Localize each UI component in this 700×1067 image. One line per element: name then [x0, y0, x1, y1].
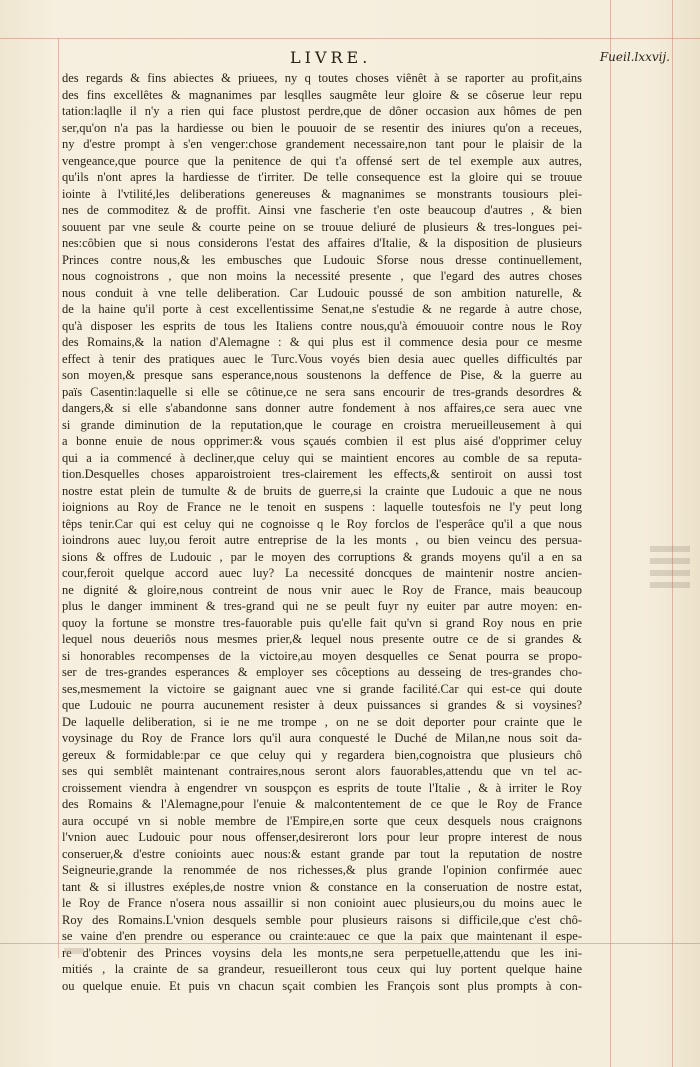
text-line: des fins excellêtes & magnanimes par lesqlles saugmête leur gloire & se côserue leur repu: [62, 87, 582, 102]
text-line: le Roy de France n'osera nous assaillir si non conioint auec plusieurs,ou du moins auec le: [62, 896, 582, 910]
text-line: lequel nous deueriôs nous mesmes prier,& lequel nous presente outre ce de si grandes &: [62, 632, 582, 646]
text-line: tion.Desquelles choses apparoistroient tres-clairement les effects,& sentiroit on aussi tost: [62, 467, 582, 481]
text-line: ses qui semblêt maintenant contraires,nous seront alors fauorables,attendu que vn tel ac-: [62, 764, 582, 778]
text-line: nous conduit à vne telle deliberation. Car Ludouic poussé de son ambition naturelle, &: [62, 285, 582, 300]
text-line: croissement viendra à engendrer vn souspçon es esprits de toute l'Italie , & à irriter le Roy: [62, 780, 582, 795]
vertical-rule-left: [58, 38, 59, 958]
text-line: têps tenir.Car qui est celuy qui ne cognoisse q le Roy forclos de l'esperâce qu'il a que nous: [62, 516, 582, 531]
text-line: qui a ia commencé à decliner,que celuy qui se maintient encores au comble de sa reputa-: [62, 450, 582, 465]
text-line: l'vnion auec Ludouic pour nous offenser,desireront lors pour leur propre interest de nous: [62, 830, 582, 844]
text-line: gereux & formidable:par ce que celuy qui y regardera bien,cognoistra que plusieurs chô: [62, 747, 582, 762]
horizontal-rule-top: [0, 38, 700, 39]
text-line: de la haine qu'il porte à cest excellentissime Senat,ne s'estudie & ne regarde à autre chose,: [62, 302, 582, 316]
text-line: des Romains & l'Alemagne,pour l'enuie & malcontentement de ce que le Roy de France: [62, 797, 582, 811]
text-line: effect à tenir des pratiques auec le Turc.Vous voyés bien desia auec quelles difficultés par: [62, 351, 582, 366]
text-line: a bonne enuie de nous opprimer:& vous sçaués combien il est plus aisé d'opprimer celuy: [62, 434, 582, 448]
vertical-rule-right: [672, 0, 673, 1067]
text-line: ne dignité & gloire,nous contreint de nous vnir auec le Roy de France, mais beaucoup: [62, 582, 582, 597]
text-line: vengeance,que pource que la penitence de qui t'a offensé sert de tel exemple aux autres,: [62, 153, 582, 168]
text-line: quoy la fortune se monstre tres-fauorable puis qu'elle fait qu'vn si grand Roy nous en prie: [62, 615, 582, 630]
text-line: des Romains,& la nation d'Alemagne : & qui plus est il commence desia pour ce mesme: [62, 335, 582, 349]
text-line: si honorables recompenses de la victoire,au moyen desquelles ce Senat pourra se propo-: [62, 648, 582, 663]
text-line: sions & offres de Ludouic , par le moyen des corruptions & grands moyens qu'il a en sa: [62, 549, 582, 564]
folio-number: Fueil.lxxvij.: [599, 50, 670, 64]
text-line: iointe à l'vtilité,les deliberations genereuses & magnanimes se monstrants tousiours plei-: [62, 186, 582, 201]
text-line: nous cognoistrons , que non moins la necessité presente , que l'egard des autres choses: [62, 269, 582, 283]
text-line: Princes contre nous,& les embusches que Ludouic Sforse nous dresse continuellement,: [62, 252, 582, 267]
text-line: mitiés , la crainte de sa grandeur, resueilleront tous ceux qui luy portent quelque haine: [62, 962, 582, 976]
body-text: [62, 70, 582, 994]
text-line: nes de commoditez & de proffit. Ainsi vne fascherie t'en oste beaucoup d'autres , & bien: [62, 203, 582, 217]
text-line: souuent par vne seule & courte peine on se trouue deliuré de plusieurs & tres-longues pei-: [62, 219, 582, 234]
text-line: conseruer,& d'estre conioints auec nous:& estant grande par tout la reputation de nostre: [62, 846, 582, 861]
running-title: LIVRE.: [290, 48, 372, 67]
text-line: nes:côbien que si nous considerons l'estat des affaires d'Italie, & la disposition de plusieurs: [62, 236, 582, 250]
text-line: cour,feroit quelque accord auec luy? La necessité doncques de maintenir nostre ancien-: [62, 566, 582, 580]
text-line: ioignions au Roy de France ne le tenoit en suspens : laquelle toutesfois ne l'y peut long: [62, 500, 582, 514]
text-line: tant & si illustres exéples,de nostre vnion & constance en la conseruation de nostre estat,: [62, 879, 582, 894]
text-line: se vaine d'en prendre ou esperance ou crainte:auec ce que la paix que maintenant il espe-: [62, 929, 582, 943]
text-line: De laquelle deliberation, si ie ne me trompe , on ne se doit deporter pour crainte que le: [62, 714, 582, 729]
text-line: ny d'estre prompt à s'en venger:chose grandement necessaire,non tant pour le plaisir de la: [62, 137, 582, 151]
text-line: ses,mesmement la victoire se gaignant auec vne si grande facilité.Car qui est-ce qui doute: [62, 681, 582, 696]
text-line: nostre estat plein de tumulte & de bruits de guerre,si la crainte que Ludouic a que ne nous: [62, 483, 582, 498]
text-line: Seigneurie,grande la renommée de nos richesses,& plus grande l'opinion confirmée auec: [62, 863, 582, 877]
text-line: aura occupé vn si noble membre de l'Empire,en sorte que ceux desquels nous craignons: [62, 813, 582, 828]
text-line: plus le danger imminent & tres-grand qui ne se peult fuyr ny euiter par autre moyen: en-: [62, 599, 582, 613]
text-line: que Ludouic ne pourra aucunement resister à deux puissances si grandes & si voysines?: [62, 698, 582, 712]
faded-signature-mark: [64, 948, 84, 954]
running-header: [60, 48, 670, 70]
text-line: voysinage du Roy de France lors qu'il aura conquesté le Duché de Milan,ne nous soit da-: [62, 731, 582, 745]
text-line: qu'à disposer les esprits de tous les Italiens contre nous,qu'à émouuoir contre nous le Roy: [62, 318, 582, 333]
faded-margin-note: [650, 540, 690, 610]
text-line: si grande diminution de la reputation,que le courage en croistra merueilleusement à qui: [62, 417, 582, 432]
text-line: ou quelque enuie. Et puis vn chacun sçait combien les François sont plus prompts à con-: [62, 978, 582, 993]
text-line: ioindrons auec luy,ou feroit autre entreprise de la les monts , ou bien veincu des persua-: [62, 533, 582, 547]
text-line: qu'ils n'ont apres la hardiesse de t'irriter. De telle consequence est la gloire qui se trouue: [62, 170, 582, 184]
text-line: ser de tres-grandes esperances & employer ses côceptions au desseing de tres-grandes cho-: [62, 665, 582, 679]
text-line: re d'obtenir des Princes voysins dela les monts,ne sera perpetuelle,attendu que les ini-: [62, 945, 582, 960]
text-line: dangers,& si elle s'abandonne sans donner autre fondement à nos affaires,ce sera auec vne: [62, 401, 582, 415]
text-line: païs Casentin:laquelle si elle se côtinue,ce ne sera sans encourir de tres-grands desordres &: [62, 384, 582, 399]
text-line: tation:laqlle il n'y a rien qui face plustost perdre,que de dôner occasion aux hômes de pen: [62, 104, 582, 118]
text-line: ser,qu'on n'a pas la hardiesse ou bien le pouuoir de se resentir des iniures qu'on a receues,: [62, 120, 582, 135]
text-line: Roy des Romains.L'vnion desquels semble pour plusieurs raisons si difficile,que c'est chô-: [62, 912, 582, 927]
vertical-rule-inner: [610, 0, 611, 1067]
text-line: des regards & fins abiectes & priuees, ny q toutes choses viênêt à se raporter au profit,ains: [62, 71, 582, 85]
text-line: son moyen,& presque sans esperance,nous soustenons la deffence de Pise, & la guerre au: [62, 368, 582, 382]
